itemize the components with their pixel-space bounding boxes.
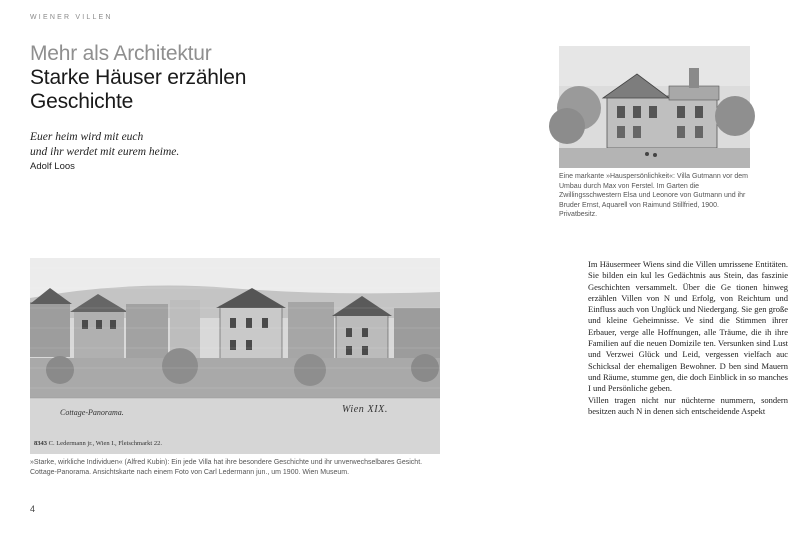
cottage-panorama-caption: »Starke, wirkliche Individuen« (Alfred Kubin): Ein jede Villa hat ihre besondere Geschichte und ihr unverwechselbares Gesicht. Cottage-Panorama. Ansichtskarte nach einem Foto von Carl Ledermann jun., um 1900. Wien Museum.	[30, 459, 423, 476]
running-head: WIENER VILLEN	[30, 14, 113, 21]
epigraph-author: Adolf Loos	[30, 161, 75, 172]
page-title-line-2: Geschichte	[30, 90, 134, 113]
page-number: 4	[30, 504, 36, 514]
epigraph-quote: Euer heim wird mit euch und ihr werdet mit eurem heime.	[30, 131, 180, 158]
panorama-image-city: Wien XIX.	[342, 404, 388, 415]
page-title-line-1: Starke Häuser erzählen	[30, 66, 247, 89]
panorama-image-number: 8343	[34, 440, 47, 447]
body-text: Im Häusermeer Wiens sind die Villen umrissene Entitäten. Sie bilden ein kul les Gedächtnis aus Stein, das faszinie Geschichten versammelt. Über die Ge tionen hinweg erzählen Villen von N und Erfolg, von Reichtum und Einfluss auch von Unglück und Niedergang. Sie gen große und kleine Geheimnisse. Ve sind die Stimmen ihrer Erbauer, verge alle Hoffnungen, alle Träume, die ih ihre Familien auf die neuen Domizile ten. Versunken sind Lust und Verzwei Glück und Leid, vergessen vielfach auc Schicksal der ehemaligen Bewohner. D ben sind Mauern und Räume, stumme gen, die doch Einblick in so manches I und Persönliche geben. Villen tragen nicht nur nüchterne nummern, sondern besitzen auch N in denen sich entscheidende Aspekt	[588, 259, 788, 416]
panorama-image-publisher: C. Ledermann jr., Wien I., Fleischmarkt 22.	[48, 440, 162, 447]
epigraph	[30, 130, 330, 172]
panorama-image-label: Cottage-Panorama.	[60, 408, 124, 417]
panorama-image-imprint	[34, 440, 162, 447]
cottage-panorama-image	[30, 258, 440, 454]
villa-gutmann-image	[559, 46, 750, 168]
kicker: Mehr als Architektur	[30, 42, 212, 65]
headline-block	[30, 43, 360, 113]
villa-gutmann-caption: Eine markante »Hauspersönlichkeit«: Villa Gutmann vor dem Umbau durch Max von Ferstel. Im Garten die Zwillingsschwestern Elsa und Leonore von Gutmann und ihr Bruder Ernst, Aquarell von Raimund Stillfried, 1900. Privatbesitz.	[559, 173, 748, 218]
